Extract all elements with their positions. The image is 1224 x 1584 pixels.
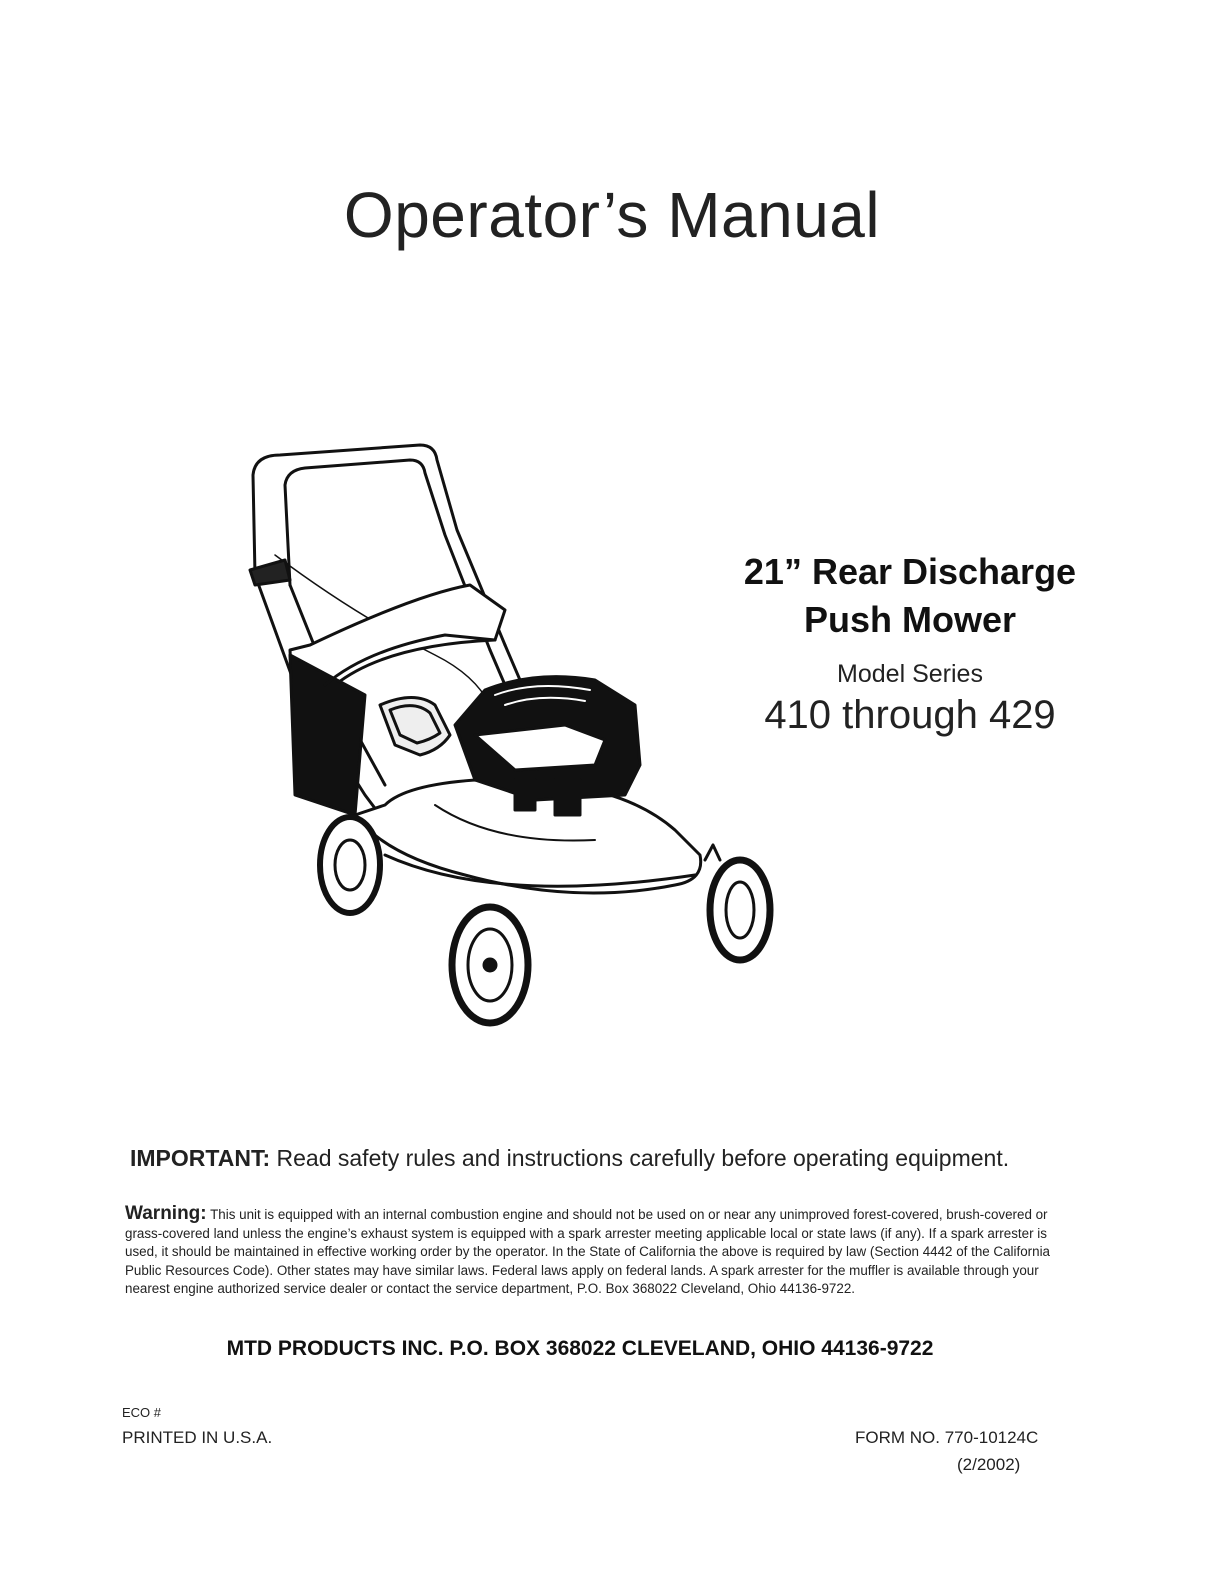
eco-number: ECO # bbox=[122, 1405, 162, 1420]
printed-in: PRINTED IN U.S.A. bbox=[122, 1428, 273, 1447]
lawn-mower-illustration bbox=[235, 435, 795, 1035]
model-series-label: Model Series bbox=[837, 660, 983, 688]
rear-left-wheel bbox=[320, 817, 380, 913]
company-address: MTD PRODUCTS INC. P.O. BOX 368022 CLEVELAND, OHIO 44136-9722 bbox=[226, 1337, 934, 1360]
warning-label: Warning: bbox=[125, 1203, 207, 1224]
warning-notice bbox=[125, 1205, 1055, 1299]
document-title: Operator’s Manual bbox=[343, 179, 881, 251]
front-right-wheel bbox=[710, 860, 770, 960]
form-date: (2/2002) bbox=[957, 1455, 1021, 1474]
important-text: Read safety rules and instructions carefully before operating equipment. bbox=[270, 1145, 1010, 1171]
important-label: IMPORTANT: bbox=[130, 1145, 271, 1171]
form-number: FORM NO. 770-10124C bbox=[855, 1428, 1039, 1447]
warning-text: This unit is equipped with an internal combustion engine and should not be used on or near any unimproved forest-covered, brush-covered or grass-covered land unless the engine’s exhaust system is equipped with a spark arrester meeting applicable local or state laws (if any). If a spark arrester is used, it should be maintained in effective working order by the operator. In the State of California the above is required by law (Section 4442 of the California Public Resources Code). Other states may have similar laws. Federal laws apply on federal lands. A spark arrester for the muffler is available through your nearest engine authorized service dealer or contact the service department, P.O. Box 368022 Cleveland, Ohio 44136-9722. bbox=[125, 1207, 1050, 1296]
model-series-range: 410 through 429 bbox=[764, 693, 1056, 737]
important-notice bbox=[130, 1145, 1130, 1172]
product-name-line1: 21” Rear Discharge bbox=[743, 551, 1077, 592]
product-name-line2: Push Mower bbox=[803, 599, 1017, 640]
